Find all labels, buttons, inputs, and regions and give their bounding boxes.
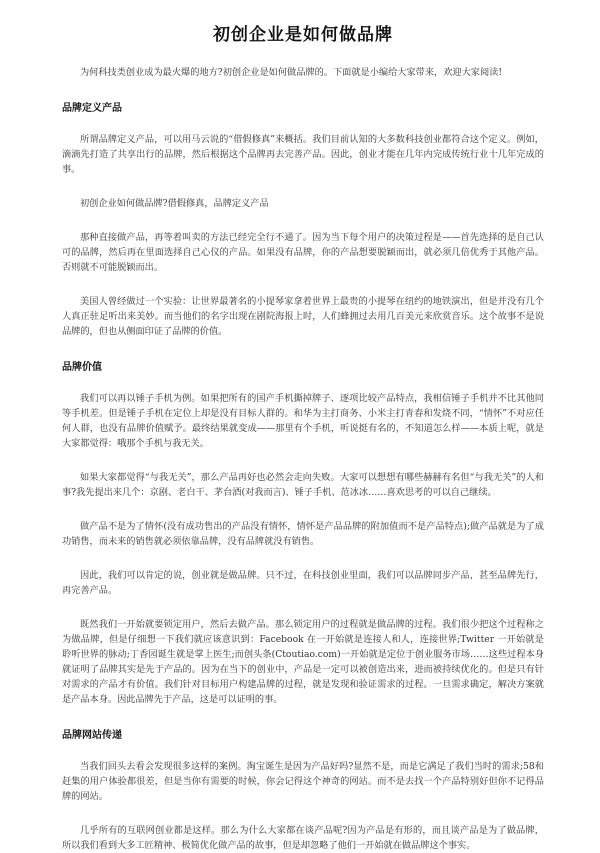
section-heading-brand-defines-product: 品牌定义产品	[62, 103, 122, 114]
page-title: 初创企业是如何做品牌	[213, 25, 393, 45]
paragraph: 几乎所有的互联网创业都是这样。那么为什么大家都在谈产品呢?因为产品是有形的，而且谈产品是为了做品牌，所以我们看到大多工匠精神、极简优化做产品的故事，但是却忽略了他们一开始就在做品牌这个事实。	[62, 825, 544, 851]
section-heading-brand-website: 品牌网站传递	[62, 730, 122, 741]
paragraph: 因此，我们可以肯定的说，创业就是做品牌。只不过，在科技创业里面，我们可以品牌同步产品，甚至品牌先行，再完善产品。	[62, 570, 544, 596]
intro-paragraph: 为何科技类创业成为最火爆的地方?初创企业是如何做品牌的。下面就是小编给大家带来，欢迎大家阅读!	[80, 67, 503, 78]
paragraph: 那种直接做产品，再等着叫卖的方法已经完全行不通了。因为当下每个用户的决策过程是——首先选择的是自己认可的品牌，然后再在里面选择自己心仪的产品。如果没有品牌，你的产品想要脱颖而出，就必须几倍优秀于其他产品。否则就不可能脱颖而出。	[62, 232, 544, 273]
paragraph: 当我们回头去看会发现很多这样的案例。淘宝诞生是因为产品好吗?显然不是，而是它满足了我们当时的需求;58和赶集的用户体验都很差，但是当你有需要的时候，你会记得这个神奇的网站。而不是去找一个产品特别好但你不记得品牌的网站。	[62, 761, 544, 802]
paragraph: 既然我们一开始就要锁定用户，然后去做产品。那么锁定用户的过程就是做品牌的过程。我们很少把这个过程称之为做品牌，但是仔细想一下我们就应该意识到：Facebook 在一开始就是连接人和人，连接世界;Twitter 一开始就是聆听世界的脉动;丁香园诞生就是掌上医生;而创头条(Ctoutiao.com)一开始就是定位于创业服务市场……这些过程本身就证明了品牌其实是先于产品的。因为在当下的创业中，产品是一定可以被创造出来，进而被持续优化的。但是只有针对需求的产品才有价值。我们针对目标用户构建品牌的过程，就是发现和验证需求的过程。一旦需求确定，解决方案就是产品本身。因此品牌先于产品，这是可以证明的事。	[62, 619, 544, 705]
section-heading-brand-value: 品牌价值	[62, 362, 102, 373]
paragraph: 所谓品牌定义产品，可以用马云说的“借假修真”来概括。我们目前认知的大多数科技创业都符合这个定义。例如，滴滴先打造了共享出行的品牌，然后根据这个品牌再去完善产品。因此，创业才能在几年内完成传统行业十几年完成的事。	[62, 134, 544, 175]
paragraph: 我们可以再以锤子手机为例。如果把所有的国产手机撕掉牌子、逐项比较产品特点，我相信锤子手机并不比其他同等手机差。但是锤子手机在定位上却是没有目标人群的。和华为主打商务、小米主打青春和发烧不同，“情怀”不对应任何人群，也没有品牌价值赋予。最终结果就变成——那里有个手机，听说挺有名的，不知道怎么样——本质上呢，就是大家都觉得：哦那个手机与我无关。	[62, 393, 544, 449]
paragraph: 做产品不是为了情怀(没有成功售出的产品没有情怀，情怀是产品品牌的附加值而不是产品特点);做产品就是为了成功销售，而未来的销售就必须依靠品牌，没有品牌就没有销售。	[62, 521, 544, 547]
paragraph: 如果大家都觉得“与我无关”，那么产品再好也必然会走向失败。大家可以想想有哪些赫赫有名但“与我无关”的人和事?我先提出来几个：京剧、老白干、茅台酒(对我而言)、锤子手机、范冰冰……喜欢思考的可以自己继续。	[62, 472, 544, 498]
paragraph: 美国人曾经做过一个实验：让世界最著名的小提琴家拿着世界上最贵的小提琴在纽约的地铁演出，但是并没有几个人真正驻足听出来美妙。而当他们的名字出现在剧院海报上时，人们蜂拥过去用几百美元来欣赏音乐。这个故事不是说品牌的，但也从侧面印证了品牌的价值。	[62, 296, 544, 337]
paragraph: 初创企业如何做品牌?借假修真，品牌定义产品	[80, 198, 269, 209]
